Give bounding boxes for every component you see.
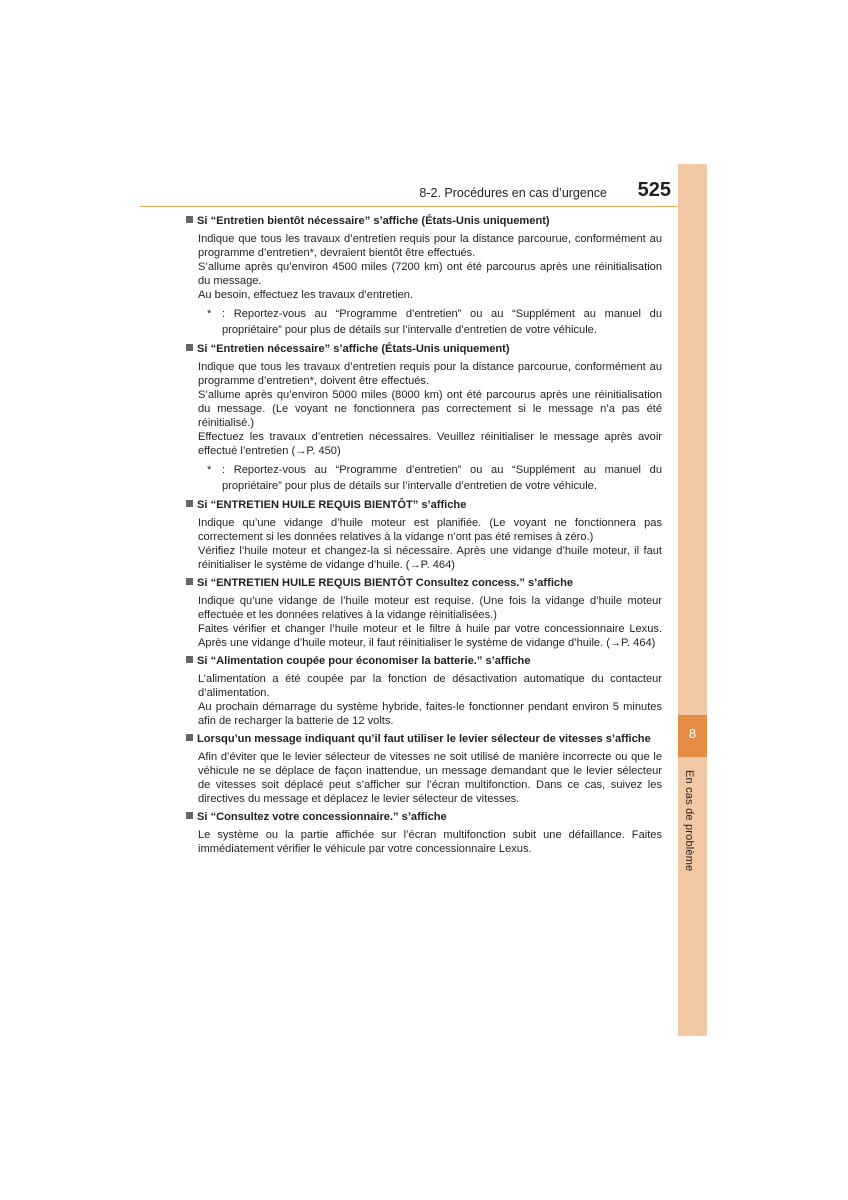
square-bullet-icon <box>186 812 193 819</box>
section-title: Si “ENTRETIEN HUILE REQUIS BIENTÔT” s’affiche <box>197 499 467 511</box>
page-header <box>140 178 677 207</box>
section-heading <box>186 214 662 229</box>
square-bullet-icon <box>186 500 193 507</box>
section-body <box>186 360 662 494</box>
section-maintenance-soon <box>186 214 662 338</box>
paragraph: S’allume après qu’environ 5000 miles (8000 km) ont été parcourus après une réinitialisation du message. (Le voyant ne fonctionnera pas correctement si le message n’a pas été réinitialisé.) <box>198 389 662 429</box>
chapter-label: En cas de problème <box>683 770 695 872</box>
section-body <box>186 232 662 338</box>
section-heading <box>186 342 662 357</box>
section-shift-lever <box>186 732 662 806</box>
square-bullet-icon <box>186 734 193 741</box>
chapter-side-tab <box>678 164 707 1036</box>
section-title: Si “Entretien bientôt nécessaire” s’affiche (États-Unis uniquement) <box>197 215 550 227</box>
paragraph: Afin d’éviter que le levier sélecteur de vitesses ne soit utilisé de manière incorrecte ou que le véhicule ne se déplace de façon inattendue, un message demandant que le levier sélecteur de vitesses soit déplacé peut s’afficher sur l’écran multifonction. Dans ce cas, suivez les directives du message et déplacez le levier sélecteur de vitesses. <box>198 751 662 805</box>
section-heading <box>186 576 662 591</box>
square-bullet-icon <box>186 656 193 663</box>
section-title: Lorsqu’un message indiquant qu’il faut utiliser le levier sélecteur de vitesses s’affiche <box>197 733 651 745</box>
paragraph: L’alimentation a été coupée par la fonction de désactivation automatique du contacteur d’alimentation. <box>198 673 662 699</box>
section-body <box>186 516 662 572</box>
section-title: Si “Entretien nécessaire” s’affiche (États-Unis uniquement) <box>197 343 510 355</box>
section-heading <box>186 498 662 513</box>
page-number: 525 <box>637 179 671 201</box>
paragraph: Indique que tous les travaux d’entretien requis pour la distance parcourue, conformément au programme d’entretien*, doivent être effectués. <box>198 361 662 387</box>
section-oil-maintenance-dealer <box>186 576 662 650</box>
paragraph: Indique qu’une vidange de l’huile moteur est requise. (Une fois la vidange d’huile moteur effectuée et les données relatives à la vidange réinitialisées.) <box>198 595 662 621</box>
section-body <box>186 672 662 728</box>
footnote <box>198 462 662 494</box>
footnote-marker: * <box>207 308 212 320</box>
footnote-marker: * <box>207 464 212 476</box>
paragraph: Faites vérifier et changer l’huile moteur et le filtre à huile par votre concessionnaire Lexus. Après une vidange d’huile moteur, il faut réinitialiser le système de vidange d’huile. (→P. 464) <box>198 623 662 649</box>
section-body <box>186 750 662 806</box>
paragraph: Le système ou la partie affichée sur l’écran multifonction subit une défaillance. Faites immédiatement vérifier le véhicule par votre concessionnaire Lexus. <box>198 829 662 855</box>
paragraph: Au prochain démarrage du système hybride, faites-le fonctionner pendant environ 5 minutes afin de recharger la batterie de 12 volts. <box>198 701 662 727</box>
square-bullet-icon <box>186 578 193 585</box>
paragraph: Indique qu’une vidange d’huile moteur est planifiée. (Le voyant ne fonctionnera pas correctement si les données relatives à la vidange n’ont pas été remises à zéro.) <box>198 517 662 543</box>
paragraph: Effectuez les travaux d’entretien nécessaires. Veuillez réinitialiser le message après avoir effectué l’entretien (→P. 450) <box>198 431 662 457</box>
footnote <box>198 306 662 338</box>
section-body <box>186 594 662 650</box>
paragraph: Indique que tous les travaux d’entretien requis pour la distance parcourue, conformément au programme d’entretien*, devraient bientôt être effectués. <box>198 233 662 259</box>
square-bullet-icon <box>186 216 193 223</box>
footnote-text: : Reportez-vous au “Programme d’entretien” ou au “Supplément au manuel du propriétaire” pour plus de détails sur l’intervalle d’entretien de votre véhicule. <box>222 308 662 336</box>
section-oil-maintenance-soon <box>186 498 662 572</box>
section-title: Si “Consultez votre concessionnaire.” s’affiche <box>197 811 447 823</box>
header-section-title: 8-2. Procédures en cas d’urgence <box>419 186 607 200</box>
section-consult-dealer <box>186 810 662 856</box>
paragraph: Au besoin, effectuez les travaux d’entretien. <box>198 289 414 301</box>
section-maintenance-required <box>186 342 662 494</box>
section-heading <box>186 654 662 669</box>
paragraph: Vérifiez l’huile moteur et changez-la si nécessaire. Après une vidange d’huile moteur, il faut réinitialiser le système de vidange d’huile. (→P. 464) <box>198 545 662 571</box>
chapter-number-box <box>678 715 707 757</box>
section-title: Si “Alimentation coupée pour économiser la batterie.” s’affiche <box>197 655 531 667</box>
paragraph: S’allume après qu’environ 4500 miles (7200 km) ont été parcourus après une réinitialisation du message. <box>198 261 662 287</box>
section-body <box>186 828 662 856</box>
section-heading <box>186 810 662 825</box>
section-power-cut <box>186 654 662 728</box>
section-title: Si “ENTRETIEN HUILE REQUIS BIENTÔT Consultez concess.” s’affiche <box>197 577 574 589</box>
footnote-text: : Reportez-vous au “Programme d’entretien” ou au “Supplément au manuel du propriétaire” pour plus de détails sur l’intervalle d’entretien de votre véhicule. <box>222 464 662 492</box>
square-bullet-icon <box>186 344 193 351</box>
page-content <box>186 214 662 860</box>
section-heading <box>186 732 662 747</box>
chapter-number: 8 <box>688 726 697 741</box>
